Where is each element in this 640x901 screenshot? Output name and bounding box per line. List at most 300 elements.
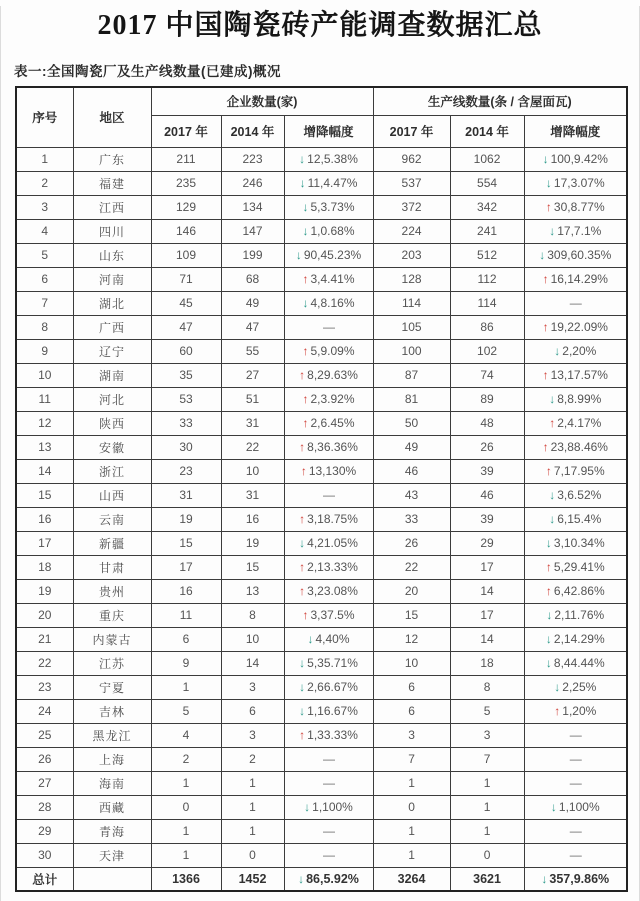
ent-2014-cell: 22 — [221, 435, 284, 459]
region-cell: 甘肃 — [73, 555, 151, 579]
ent-2017-cell: 17 — [151, 555, 221, 579]
ent-2014-cell: 31 — [221, 483, 284, 507]
ent-change-cell — [284, 147, 373, 171]
region-cell: 江苏 — [73, 651, 151, 675]
down-arrow-icon: ↓ — [554, 344, 561, 358]
ent-2014-cell: 15 — [221, 555, 284, 579]
line-change-cell — [524, 363, 627, 387]
table-row — [16, 339, 627, 363]
ent-2014-cell: 13 — [221, 579, 284, 603]
no-change-dash: — — [323, 752, 335, 766]
no-change-dash: — — [569, 776, 581, 790]
seq-cell: 27 — [16, 771, 73, 795]
down-arrow-icon: ↓ — [549, 392, 556, 406]
table-header — [16, 87, 627, 147]
up-arrow-icon: ↑ — [302, 392, 309, 406]
region-cell: 河南 — [73, 267, 151, 291]
down-arrow-icon: ↓ — [299, 680, 306, 694]
seq-cell: 12 — [16, 411, 73, 435]
region-cell: 安徽 — [73, 435, 151, 459]
up-arrow-icon: ↑ — [549, 416, 556, 430]
down-arrow-icon: ↓ — [539, 248, 546, 262]
line-2014-cell: 0 — [450, 843, 524, 867]
ent-2017-cell: 5 — [151, 699, 221, 723]
seq-cell: 29 — [16, 819, 73, 843]
ent-2017-cell: 0 — [151, 795, 221, 819]
ent-2014-cell: 31 — [221, 411, 284, 435]
ent-2017-cell: 2 — [151, 747, 221, 771]
up-arrow-icon: ↑ — [302, 272, 309, 286]
ent-2017-cell: 146 — [151, 219, 221, 243]
ent-2014-cell: 199 — [221, 243, 284, 267]
line-2014-cell: 18 — [450, 651, 524, 675]
down-arrow-icon: ↓ — [304, 800, 311, 814]
change-value: 2,6.45% — [310, 416, 355, 430]
line-2014-cell: 17 — [450, 555, 524, 579]
change-value: 2,14.29% — [553, 632, 605, 646]
line-2014-cell: 112 — [450, 267, 524, 291]
ent-change-cell — [284, 627, 373, 651]
no-change-dash: — — [569, 824, 581, 838]
table-row — [16, 507, 627, 531]
line-2014-cell: 46 — [450, 483, 524, 507]
ent-2017-cell: 31 — [151, 483, 221, 507]
line-change-cell — [524, 675, 627, 699]
ent-change-cell — [284, 747, 373, 771]
seq-cell: 25 — [16, 723, 73, 747]
change-value: 90,45.23% — [303, 248, 362, 262]
ent-change-cell — [284, 867, 373, 891]
change-value: 309,60.35% — [547, 248, 612, 262]
down-arrow-icon: ↓ — [542, 152, 549, 166]
change-value: 17,3.07% — [553, 176, 605, 190]
seq-cell: 17 — [16, 531, 73, 555]
line-2017-cell: 1 — [373, 819, 450, 843]
change-value: 5,9.09% — [310, 344, 355, 358]
table-row — [16, 747, 627, 771]
down-arrow-icon: ↓ — [295, 248, 302, 262]
region-cell: 黑龙江 — [73, 723, 151, 747]
line-2014-cell: 86 — [450, 315, 524, 339]
line-change-cell — [524, 747, 627, 771]
ent-2014-cell: 246 — [221, 171, 284, 195]
ent-2017-cell: 16 — [151, 579, 221, 603]
change-value: 3,23.08% — [307, 584, 358, 598]
change-value: 8,44.44% — [553, 656, 605, 670]
line-change-cell — [524, 771, 627, 795]
ent-2017-cell: 1 — [151, 819, 221, 843]
ent-2017-cell: 11 — [151, 603, 221, 627]
line-2014-cell: 29 — [450, 531, 524, 555]
header-line-2017: 2017 年 — [373, 115, 450, 147]
ent-change-cell — [284, 459, 373, 483]
line-2017-cell: 26 — [373, 531, 450, 555]
ent-change-cell — [284, 771, 373, 795]
ent-2017-cell: 109 — [151, 243, 221, 267]
header-ent-change: 增降幅度 — [284, 115, 373, 147]
up-arrow-icon: ↑ — [299, 368, 306, 382]
up-arrow-icon: ↑ — [299, 440, 306, 454]
up-arrow-icon: ↑ — [299, 584, 306, 598]
change-value: 13,130% — [308, 464, 357, 478]
region-cell: 宁夏 — [73, 675, 151, 699]
table-row — [16, 267, 627, 291]
line-2017-cell: 100 — [373, 339, 450, 363]
ent-change-cell — [284, 483, 373, 507]
ent-change-cell — [284, 507, 373, 531]
ent-2017-cell: 23 — [151, 459, 221, 483]
change-value: 4,21.05% — [307, 536, 358, 550]
line-2017-cell: 0 — [373, 795, 450, 819]
line-2014-cell: 5 — [450, 699, 524, 723]
line-2014-cell: 102 — [450, 339, 524, 363]
down-arrow-icon: ↓ — [299, 152, 306, 166]
line-2014-cell: 48 — [450, 411, 524, 435]
down-arrow-icon: ↓ — [549, 224, 556, 238]
line-2014-cell: 114 — [450, 291, 524, 315]
seq-cell: 22 — [16, 651, 73, 675]
line-2017-cell: 7 — [373, 747, 450, 771]
region-cell: 陕西 — [73, 411, 151, 435]
ent-change-cell — [284, 435, 373, 459]
no-change-dash: — — [569, 848, 581, 862]
down-arrow-icon: ↓ — [298, 871, 305, 886]
seq-cell: 23 — [16, 675, 73, 699]
table-row — [16, 771, 627, 795]
line-2017-cell: 43 — [373, 483, 450, 507]
table-row — [16, 579, 627, 603]
ent-2014-cell: 68 — [221, 267, 284, 291]
region-cell: 福建 — [73, 171, 151, 195]
seq-cell: 19 — [16, 579, 73, 603]
no-change-dash: — — [323, 320, 335, 334]
ent-2017-cell: 211 — [151, 147, 221, 171]
no-change-dash: — — [569, 728, 581, 742]
ent-2014-cell: 134 — [221, 195, 284, 219]
ent-2017-cell: 33 — [151, 411, 221, 435]
ent-2014-cell: 1452 — [221, 867, 284, 891]
region-cell: 新疆 — [73, 531, 151, 555]
header-group-enterprise: 企业数量(家) — [151, 87, 373, 115]
up-arrow-icon: ↑ — [302, 416, 309, 430]
line-2017-cell: 105 — [373, 315, 450, 339]
table-row — [16, 459, 627, 483]
change-value: 13,17.57% — [550, 368, 608, 382]
ent-change-cell — [284, 243, 373, 267]
no-change-dash: — — [323, 776, 335, 790]
down-arrow-icon: ↓ — [554, 680, 561, 694]
region-cell: 浙江 — [73, 459, 151, 483]
line-change-cell — [524, 291, 627, 315]
table-row — [16, 531, 627, 555]
no-change-dash: — — [569, 752, 581, 766]
table-row — [16, 435, 627, 459]
change-value: 1,20% — [562, 704, 597, 718]
line-2017-cell: 6 — [373, 675, 450, 699]
line-change-cell — [524, 819, 627, 843]
region-cell: 四川 — [73, 219, 151, 243]
line-change-cell — [524, 531, 627, 555]
change-value: 2,4.17% — [557, 416, 602, 430]
region-cell: 江西 — [73, 195, 151, 219]
header-ent-2017: 2017 年 — [151, 115, 221, 147]
change-value: 3,4.41% — [310, 272, 355, 286]
ent-2014-cell: 1 — [221, 819, 284, 843]
change-value: 1,0.68% — [310, 224, 355, 238]
up-arrow-icon: ↑ — [554, 704, 561, 718]
region-cell: 内蒙古 — [73, 627, 151, 651]
line-2017-cell: 114 — [373, 291, 450, 315]
seq-cell: 18 — [16, 555, 73, 579]
down-arrow-icon: ↓ — [545, 632, 552, 646]
seq-cell: 11 — [16, 387, 73, 411]
table-row — [16, 195, 627, 219]
seq-cell: 21 — [16, 627, 73, 651]
ent-2014-cell: 223 — [221, 147, 284, 171]
down-arrow-icon: ↓ — [545, 656, 552, 670]
ent-2014-cell: 3 — [221, 723, 284, 747]
change-value: 12,5.38% — [307, 152, 358, 166]
region-cell: 湖南 — [73, 363, 151, 387]
line-change-cell — [524, 147, 627, 171]
total-row — [16, 867, 627, 891]
change-value: 3,10.34% — [553, 536, 605, 550]
up-arrow-icon: ↑ — [542, 272, 549, 286]
no-change-dash: — — [323, 848, 335, 862]
line-2017-cell: 224 — [373, 219, 450, 243]
change-value: 5,29.41% — [553, 560, 605, 574]
down-arrow-icon: ↓ — [302, 200, 309, 214]
seq-cell: 10 — [16, 363, 73, 387]
line-2014-cell: 1 — [450, 771, 524, 795]
ent-2017-cell: 35 — [151, 363, 221, 387]
line-2014-cell: 8 — [450, 675, 524, 699]
line-2017-cell: 3264 — [373, 867, 450, 891]
ent-2017-cell: 4 — [151, 723, 221, 747]
change-value: 6,15.4% — [557, 512, 602, 526]
change-value: 4,8.16% — [310, 296, 355, 310]
change-value: 7,17.95% — [553, 464, 605, 478]
up-arrow-icon: ↑ — [302, 344, 309, 358]
down-arrow-icon: ↓ — [299, 176, 306, 190]
line-change-cell — [524, 843, 627, 867]
region-cell: 贵州 — [73, 579, 151, 603]
line-2017-cell: 1 — [373, 843, 450, 867]
ent-change-cell — [284, 795, 373, 819]
seq-cell: 3 — [16, 195, 73, 219]
line-2017-cell: 10 — [373, 651, 450, 675]
line-change-cell — [524, 723, 627, 747]
capacity-table — [15, 86, 628, 892]
ent-2014-cell: 16 — [221, 507, 284, 531]
ent-change-cell — [284, 723, 373, 747]
line-change-cell — [524, 651, 627, 675]
up-arrow-icon: ↑ — [545, 584, 552, 598]
line-2017-cell: 6 — [373, 699, 450, 723]
ent-change-cell — [284, 579, 373, 603]
change-value: 1,33.33% — [307, 728, 358, 742]
table-row — [16, 603, 627, 627]
ent-change-cell — [284, 699, 373, 723]
up-arrow-icon: ↑ — [545, 200, 552, 214]
change-value: 3,6.52% — [557, 488, 602, 502]
ent-2017-cell: 6 — [151, 627, 221, 651]
table-row — [16, 651, 627, 675]
change-value: 357,9.86% — [549, 871, 610, 886]
ent-2014-cell: 19 — [221, 531, 284, 555]
line-2014-cell: 3621 — [450, 867, 524, 891]
line-2014-cell: 1 — [450, 795, 524, 819]
seq-cell: 30 — [16, 843, 73, 867]
change-value: 2,66.67% — [307, 680, 358, 694]
ent-2017-cell: 235 — [151, 171, 221, 195]
change-value: 2,3.92% — [310, 392, 355, 406]
region-cell: 广西 — [73, 315, 151, 339]
change-value: 5,3.73% — [310, 200, 355, 214]
line-2017-cell: 33 — [373, 507, 450, 531]
line-2017-cell: 1 — [373, 771, 450, 795]
ent-2017-cell: 1 — [151, 843, 221, 867]
line-2017-cell: 87 — [373, 363, 450, 387]
ent-change-cell — [284, 219, 373, 243]
ent-2014-cell: 1 — [221, 771, 284, 795]
ent-2017-cell: 1 — [151, 771, 221, 795]
line-change-cell — [524, 483, 627, 507]
region-cell: 河北 — [73, 387, 151, 411]
ent-change-cell — [284, 363, 373, 387]
region-cell: 青海 — [73, 819, 151, 843]
line-2014-cell: 14 — [450, 579, 524, 603]
table-row — [16, 147, 627, 171]
header-group-lines: 生产线数量(条 / 含屋面瓦) — [373, 87, 627, 115]
region-cell: 广东 — [73, 147, 151, 171]
up-arrow-icon: ↑ — [542, 440, 549, 454]
down-arrow-icon: ↓ — [545, 176, 552, 190]
line-2017-cell: 962 — [373, 147, 450, 171]
ent-2014-cell: 3 — [221, 675, 284, 699]
seq-cell: 26 — [16, 747, 73, 771]
up-arrow-icon: ↑ — [299, 512, 306, 526]
change-value: 2,25% — [562, 680, 597, 694]
ent-change-cell — [284, 339, 373, 363]
change-value: 17,7.1% — [557, 224, 602, 238]
change-value: 3,37.5% — [310, 608, 355, 622]
down-arrow-icon: ↓ — [545, 536, 552, 550]
region-cell — [73, 867, 151, 891]
ent-2014-cell: 6 — [221, 699, 284, 723]
line-change-cell — [524, 555, 627, 579]
ent-2017-cell: 1366 — [151, 867, 221, 891]
down-arrow-icon: ↓ — [549, 488, 556, 502]
line-2017-cell: 203 — [373, 243, 450, 267]
ent-change-cell — [284, 819, 373, 843]
line-change-cell — [524, 219, 627, 243]
table-row — [16, 411, 627, 435]
header-region: 地区 — [73, 87, 151, 147]
seq-cell: 24 — [16, 699, 73, 723]
table-row — [16, 171, 627, 195]
table-row — [16, 699, 627, 723]
table-row — [16, 315, 627, 339]
line-2017-cell: 22 — [373, 555, 450, 579]
change-value: 3,18.75% — [307, 512, 358, 526]
down-arrow-icon: ↓ — [541, 871, 548, 886]
ent-2017-cell: 19 — [151, 507, 221, 531]
seq-cell: 28 — [16, 795, 73, 819]
ent-2017-cell: 45 — [151, 291, 221, 315]
up-arrow-icon: ↑ — [299, 728, 306, 742]
change-value: 30,8.77% — [553, 200, 605, 214]
header-line-change: 增降幅度 — [524, 115, 627, 147]
line-2014-cell: 3 — [450, 723, 524, 747]
line-change-cell — [524, 411, 627, 435]
ent-2014-cell: 2 — [221, 747, 284, 771]
seq-cell: 7 — [16, 291, 73, 315]
ent-2014-cell: 10 — [221, 627, 284, 651]
ent-2017-cell: 9 — [151, 651, 221, 675]
line-2017-cell: 537 — [373, 171, 450, 195]
seq-cell: 15 — [16, 483, 73, 507]
table-row — [16, 555, 627, 579]
ent-2014-cell: 14 — [221, 651, 284, 675]
down-arrow-icon: ↓ — [299, 704, 306, 718]
region-cell: 湖北 — [73, 291, 151, 315]
down-arrow-icon: ↓ — [299, 656, 306, 670]
ent-2017-cell: 47 — [151, 315, 221, 339]
change-value: 19,22.09% — [550, 320, 608, 334]
seq-cell: 2 — [16, 171, 73, 195]
ent-2017-cell: 60 — [151, 339, 221, 363]
ent-change-cell — [284, 291, 373, 315]
change-value: 1,16.67% — [307, 704, 358, 718]
line-2017-cell: 3 — [373, 723, 450, 747]
header-line-2014: 2014 年 — [450, 115, 524, 147]
change-value: 8,29.63% — [307, 368, 358, 382]
up-arrow-icon: ↑ — [542, 368, 549, 382]
ent-change-cell — [284, 171, 373, 195]
line-change-cell — [524, 867, 627, 891]
seq-cell: 6 — [16, 267, 73, 291]
region-cell: 吉林 — [73, 699, 151, 723]
line-change-cell — [524, 387, 627, 411]
line-2014-cell: 342 — [450, 195, 524, 219]
up-arrow-icon: ↑ — [545, 560, 552, 574]
region-cell: 上海 — [73, 747, 151, 771]
table-row — [16, 483, 627, 507]
header-group-row — [16, 87, 627, 115]
region-cell: 辽宁 — [73, 339, 151, 363]
ent-2014-cell: 27 — [221, 363, 284, 387]
change-value: 86,5.92% — [306, 871, 359, 886]
line-change-cell — [524, 315, 627, 339]
header-ent-2014: 2014 年 — [221, 115, 284, 147]
change-value: 100,9.42% — [550, 152, 608, 166]
down-arrow-icon: ↓ — [302, 296, 309, 310]
line-2017-cell: 12 — [373, 627, 450, 651]
line-2014-cell: 26 — [450, 435, 524, 459]
table-caption: 表一:全国陶瓷厂及生产线数量(已建成)概况 — [14, 64, 281, 79]
ent-2017-cell: 71 — [151, 267, 221, 291]
region-cell: 海南 — [73, 771, 151, 795]
seq-cell: 总计 — [16, 867, 73, 891]
ent-change-cell — [284, 315, 373, 339]
table-row — [16, 843, 627, 867]
line-change-cell — [524, 267, 627, 291]
ent-change-cell — [284, 387, 373, 411]
line-2017-cell: 372 — [373, 195, 450, 219]
no-change-dash: — — [569, 296, 581, 310]
change-value: 2,20% — [562, 344, 597, 358]
